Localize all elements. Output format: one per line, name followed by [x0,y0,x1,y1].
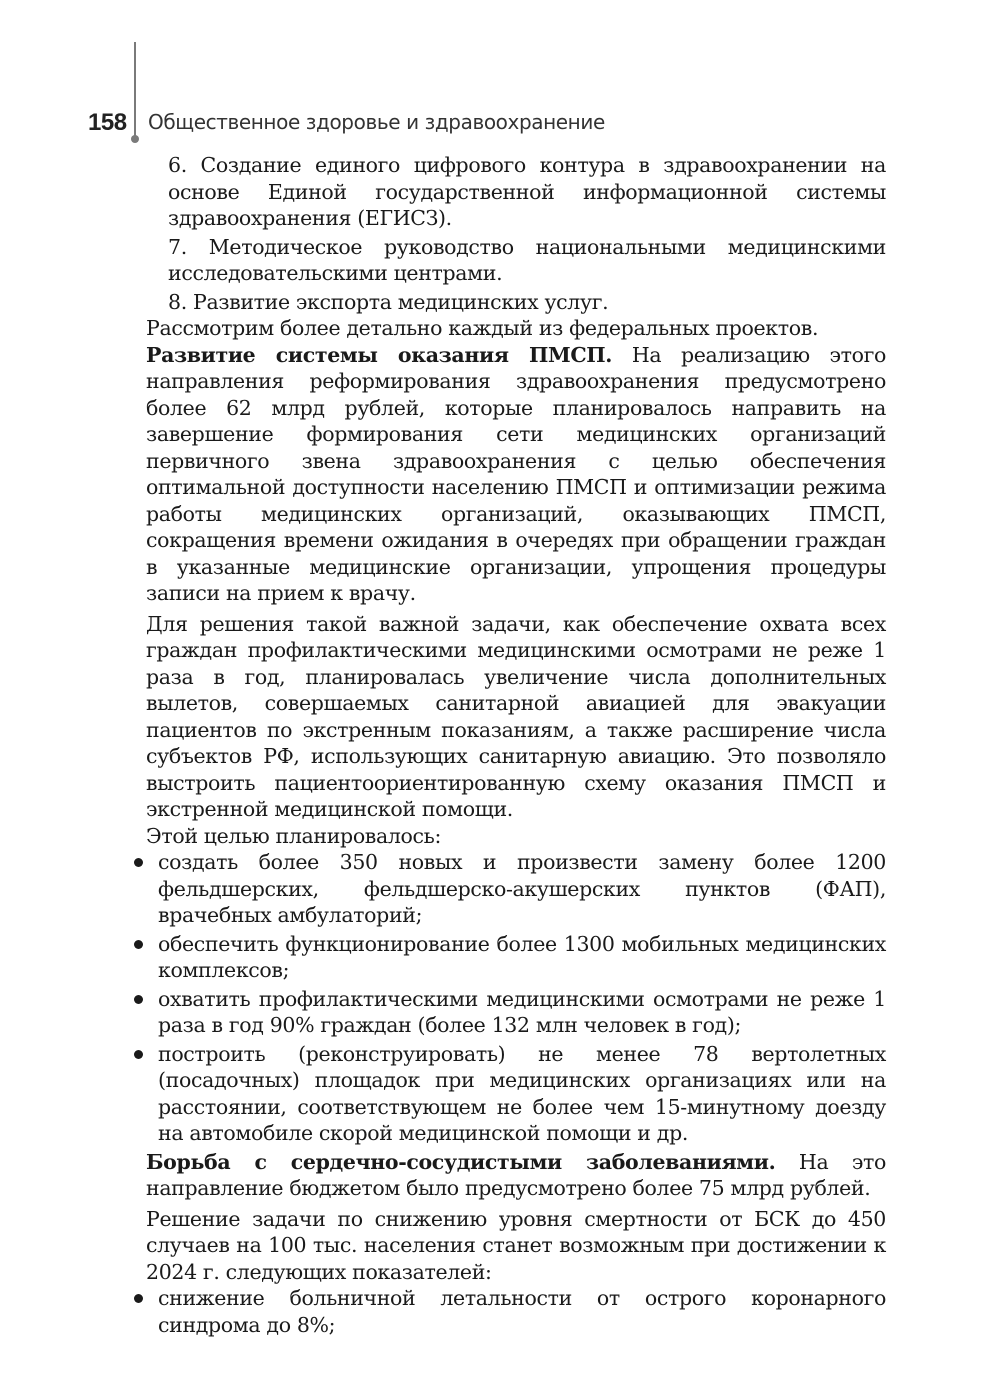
bullet-icon [134,940,143,949]
section-pmsp-heading: Развитие системы оказания ПМСП. [146,342,613,367]
section-pmsp-para3: Этой целью планировалось: [146,823,442,848]
bsk-bullet-list [146,1285,886,1338]
section-bsk-paragraph [146,1149,886,1202]
header-rule [134,42,136,138]
list-item: построить (реконструировать) не менее 78 вертолетных (посадочных) площадок при медицинских организациях или на расстоянии, соответствующем не более чем 15-минутному доезду на автомобиле скорой медицинской помощи и др. [146,1041,886,1147]
numbered-item-6: 6. Создание единого цифрового контура в здравоохранении на основе Единой государственной информационной системы здравоохранения (ЕГИСЗ). [168,153,886,230]
page-body [146,152,886,1340]
list-item: снижение больничной летальности от острого коронарного синдрома до 8%; [146,1285,886,1338]
bullet-icon [134,1294,143,1303]
numbered-item-7: 7. Методическое руководство национальными медицинскими исследовательскими центрами. [168,234,886,285]
bullet-icon [134,1050,143,1059]
header-rule-dot [131,135,139,143]
section-bsk-text: На это направление бюджетом было предусмотрено более 75 млрд рублей. [146,1149,886,1200]
section-pmsp-text: На реализацию этого направления реформирования здравоохранения предусмотрено более 62 млрд рублей, которые планировалось направить на завершение формирования сети медицинских организаций первичного звена здравоохранения с целью обеспечения оптимальной доступности населению ПМСП и оптимизации режима работы медицинских организаций, оказывающих ПМСП, сокращения времени ожидания в очередях при обращении граждан в указанные медицинские организации, упрощения процедуры записи на прием к врачу. [146,342,887,605]
section-bsk-heading: Борьба с сердечно-сосудистыми заболеваниями. [146,1149,776,1174]
bullet-icon [134,858,143,867]
intro-paragraph: Рассмотрим более детально каждый из федеральных проектов. [146,316,819,340]
section-pmsp-paragraph [146,342,886,607]
pmsp-bullet-list [146,849,886,1147]
section-pmsp-para2: Для решения такой важной задачи, как обеспечение охвата всех граждан профилактическими медицинскими осмотрами не реже 1 раза в год, планировалась увеличение числа дополнительных вылетов, совершаемых санитарной авиацией для эвакуации пациентов по экстренным показаниям, а также расширение числа субъектов РФ, использующих санитарную авиацию. Это позволяло выстроить пациентоориентированную схему оказания ПМСП и экстренной медицинской помощи. [146,611,886,821]
list-item: охватить профилактическими медицинскими осмотрами не реже 1 раза в год 90% граждан (более 132 млн человек в год); [146,986,886,1039]
section-bsk-para2: Решение задачи по снижению уровня смертности от БСК до 450 случаев на 100 тыс. населения станет возможным при достижении к 2024 г. следующих показателей: [146,1206,886,1284]
running-title: Общественное здоровье и здравоохранение [148,110,605,134]
bullet-icon [134,995,143,1004]
list-item: создать более 350 новых и произвести замену более 1200 фельдшерских, фельдшерско-акушерских пунктов (ФАП), врачебных амбулаторий; [146,849,886,929]
numbered-item-8: 8. Развитие экспорта медицинских услуг. [168,289,609,314]
page-number: 158 [88,109,127,136]
list-item: обеспечить функционирование более 1300 мобильных медицинских комплексов; [146,931,886,984]
